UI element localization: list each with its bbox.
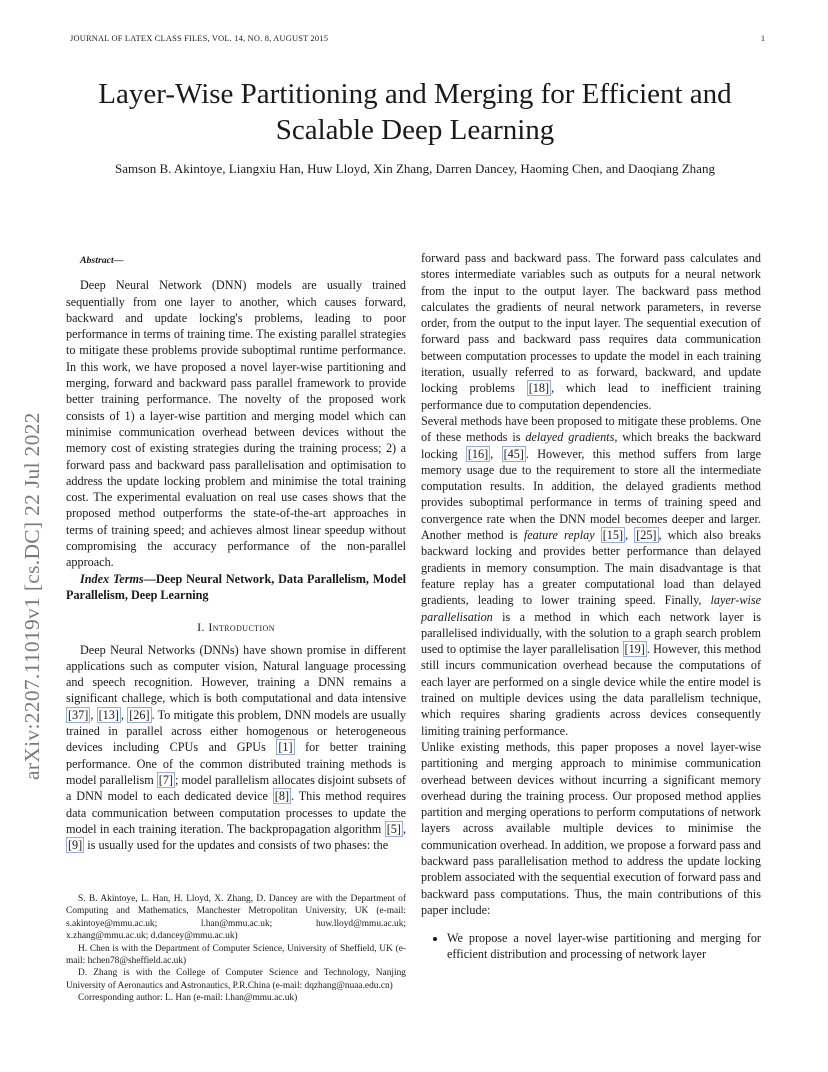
citation-link[interactable]: [16]: [467, 446, 489, 461]
index-terms: [66, 571, 406, 604]
citation-link[interactable]: [5]: [386, 821, 401, 836]
citation-link[interactable]: [19]: [624, 642, 645, 657]
text-run: . However, this method suffers from large memory usage due to the requirement to store all the intermediate computation results. In addition, the delayed gradients method provides suboptimal performance in terms of training speed and convergence rate when the DNN model becomes deeper and larger. Another method is: [421, 446, 761, 543]
citation-link[interactable]: [37]: [68, 707, 89, 722]
author-list: Samson B. Akintoye, Liangxiu Han, Huw Lloyd, Xin Zhang, Darren Dancey, Haoming Chen, and Daoqiang Zhang: [115, 161, 715, 176]
intro-p1-continued-left: is usually used for the updates and consists of two phases: the: [84, 838, 389, 853]
text-run: . To mitigate this problem, DNN models are usually trained in parallel across either homogenous or heterogeneous devices including CPUs and GPUs: [66, 707, 407, 755]
text-run: is a method in which each network layer is parallelised individually, with the solution to a graph search problem used to optimise the layer parallelisation: [421, 609, 761, 657]
left-column: [66, 253, 406, 853]
emphasis: feature replay: [523, 528, 595, 543]
page-number: 1: [760, 34, 765, 43]
intro-paragraph-2: Several methods have been proposed to mitigate these problems. One of these methods is delayed gradients, which breaks the backward locking [16] , [45] . However, this method suffers from large memory usage due to the requirement to store all the intermediate computation results. In addition, the delayed gradients method provides suboptimal performance in terms of training speed and convergence rate when the DNN model becomes deeper and larger. Another method is feature replay [15] , [25] , which also breaks backward locking and provides better performance than delayed gradients in memory consumption. The main disadvantage is that feature replay has a greater computational load than delayed gradients, leading to lower training speed. Finally, layer-wise parallelisation is a method in which each network layer is parallelised individually, with the solution to a graph search problem used to optimise the layer parallelisation [19] . However, this method still incurs communication overhead because the computations of each layer are performed on a single device while the entire model is trained on multiple devices using the data parallelism technique, which requires sharing gradients across devices consequently limiting training performance.: [421, 413, 761, 738]
text-run: , which also breaks backward locking and provides better performance than delayed gradients in memory consumption. The main disadvantage is that feature replay has a greater computational load than delayed gradients, leading to lower training speed. Finally,: [421, 528, 761, 608]
list-item: • We propose a novel layer-wise partitioning and merging for efficient distribution and processing of network layer: [447, 930, 761, 963]
citation-link[interactable]: [15]: [602, 528, 624, 543]
footnote-affiliation-2: H. Chen is with the Department of Computer Science, University of Sheffield, UK (e-mail: hchen78@sheffield.ac.uk): [66, 943, 406, 967]
text-run: for better training performance. One of the common distributed training methods is model parallelism: [66, 740, 406, 787]
paper-title: Layer-Wise Partitioning and Merging for Efficient and Scalable Deep Learning: [98, 78, 732, 146]
intro-paragraph-1: Deep Neural Networks (DNNs) have shown promise in different applications such as computer vision, Natural language processing and speech recognition. However, training a DNN remains a significant challege, which is both computational and data intensive [37] , [13] , [26] . To mitigate this problem, DNN models are usually trained in parallel across either homogenous or heterogeneous devices including CPUs and GPUs [1] for better training performance. One of the common distributed training methods is model parallelism [7] ; model parallelism allocates disjoint subsets of a DNN model to each dedicated device [8] . This method requires data communication between computation processes to update the model in each training iteration. The backpropagation algorithm [5] , [9] is usually used for the updates and consists of two phases: the: [66, 642, 407, 853]
intro-paragraph-1-continued: [421, 250, 761, 413]
citation-link[interactable]: [9]: [68, 838, 83, 853]
citation-link[interactable]: [18]: [528, 381, 550, 396]
text-run: Several methods have been proposed to mitigate these problems. One of these methods is: [421, 413, 761, 445]
citation-link[interactable]: [26]: [129, 707, 150, 722]
text-run: . This method requires data communication between computation processes to update the model in each training iteration. The backpropagation algorithm: [66, 789, 406, 836]
text-run: Deep Neural Networks (DNNs) have shown promise in different applications such as computer vision, Natural language processing and speech recognition. However, training a DNN remains a significant challege, which is both computational and data intensive: [66, 642, 406, 706]
footnote-affiliation-3: D. Zhang is with the College of Computer Science and Technology, Nanjing University of Aeronautics and Astronautics, P.R.China (e-mail: dqzhang@nuaa.edu.cn): [66, 968, 406, 991]
text-run: forward pass and backward pass. The forward pass calculates and stores intermediate variables such as outputs for a neural network from the input to the output layer. The backward pass method calculates the gradients of neural network parameters, in reverse order, from the output to the input layer. The sequential execution of forward pass and backward pass requires data communication between computation processes to update the model in each training iteration, usually referred to as forward, backward, and update locking problems: [421, 251, 761, 396]
contributions-list: [421, 930, 761, 963]
footnote-corresponding-author: Corresponding author: L. Han (e-mail: l.han@mmu.ac.uk): [78, 993, 298, 1004]
text-run: , which lead to inefficient training performance due to computation dependencies.: [421, 381, 762, 412]
emphasis: delayed gradients: [525, 430, 615, 445]
text-run: . However, this method still incurs communication overhead because the computations of each layer are performed on a single device while the entire model is trained on multiple devices using the data parallelism technique, which requires sharing gradients across devices consequently limiting training performance.: [421, 642, 761, 738]
footnotes: [66, 893, 406, 1005]
text-run: , which breaks the backward locking: [421, 430, 761, 461]
citation-link[interactable]: [45]: [503, 446, 524, 461]
index-terms-label: Index Terms: [80, 571, 144, 586]
section-title: Introduction: [208, 620, 275, 635]
emphasis: layer-wise parallelisation: [421, 593, 761, 624]
citation-link[interactable]: [25]: [636, 528, 657, 543]
citation-link[interactable]: [8]: [274, 789, 290, 804]
running-head: JOURNAL OF LATEX CLASS FILES, VOL. 14, NO. 8, AUGUST 2015: [70, 34, 329, 43]
citation-link[interactable]: [7]: [158, 772, 173, 787]
abstract-heading: Abstract—: [80, 255, 124, 266]
abstract-text: Deep Neural Network (DNN) models are usually trained sequentially from one layer to another, which causes forward, backward and update locking's problems, leading to poor performance in terms of training time. The existing parallel strategies to mitigate these problems provide suboptimal runtime performance. In this work, we have proposed a novel layer-wise partitioning and merging, forward and backward pass parallel framework to provide better training performance. The novelty of the proposed work consists of 1) a layer-wise partition and merging model which can minimise communication overhead between devices without the memory cost of existing strategies during the training process; 2) a forward pass and backward pass parallelisation and optimisation to address the update locking problem and minimise the total training cost. The experimental evaluation on real use cases shows that the proposed method outperforms the state-of-the-art approaches in terms of training speed; and achieves almost linear speedup without compromising the accuracy performance of the non-parallel approach.: [66, 278, 406, 570]
index-terms-list: —Deep Neural Network, Data Parallelism, Model Parallelism, Deep Learning: [66, 571, 406, 602]
section-number: I.: [197, 620, 205, 635]
citation-link[interactable]: [13]: [98, 707, 119, 722]
right-column: [421, 250, 761, 963]
footnote-affiliation-1: S. B. Akintoye, L. Han, H. Lloyd, X. Zhang, D. Dancey are with the Department of Computing and Mathematics, Manchester Metropolitan University, UK (e-mail: s.akintoye@mmu.ac.uk; l.han@mmu.ac.uk; huw.lloyd@mmu.ac.uk; x.zhang@mmu.ac.uk; d.dancey@mmu.ac.uk): [66, 894, 406, 942]
intro-paragraph-3: Unlike existing methods, this paper proposes a novel layer-wise partitioning and merging approach to minimise communication overhead between devices without incurring a significant memory overhead during the training process. Our proposed method applies partition and merging operations to perform computations of network layers across available multiple devices to minimise the communication overhead. In addition, we propose a forward pass and backward pass parallelisation method to address the update locking problem associated with the sequential execution of forward pass and backward pass computations. Thus, the main contributions of this paper include:: [421, 739, 761, 917]
arxiv-identifier: arXiv:2207.11019v1 [cs.DC] 22 Jul 2022: [20, 412, 44, 780]
text-run: ; model parallelism allocates disjoint subsets of a DNN model to each dedicated device: [66, 772, 406, 804]
section-heading-introduction: [66, 619, 406, 635]
citation-link[interactable]: [1]: [278, 740, 293, 755]
